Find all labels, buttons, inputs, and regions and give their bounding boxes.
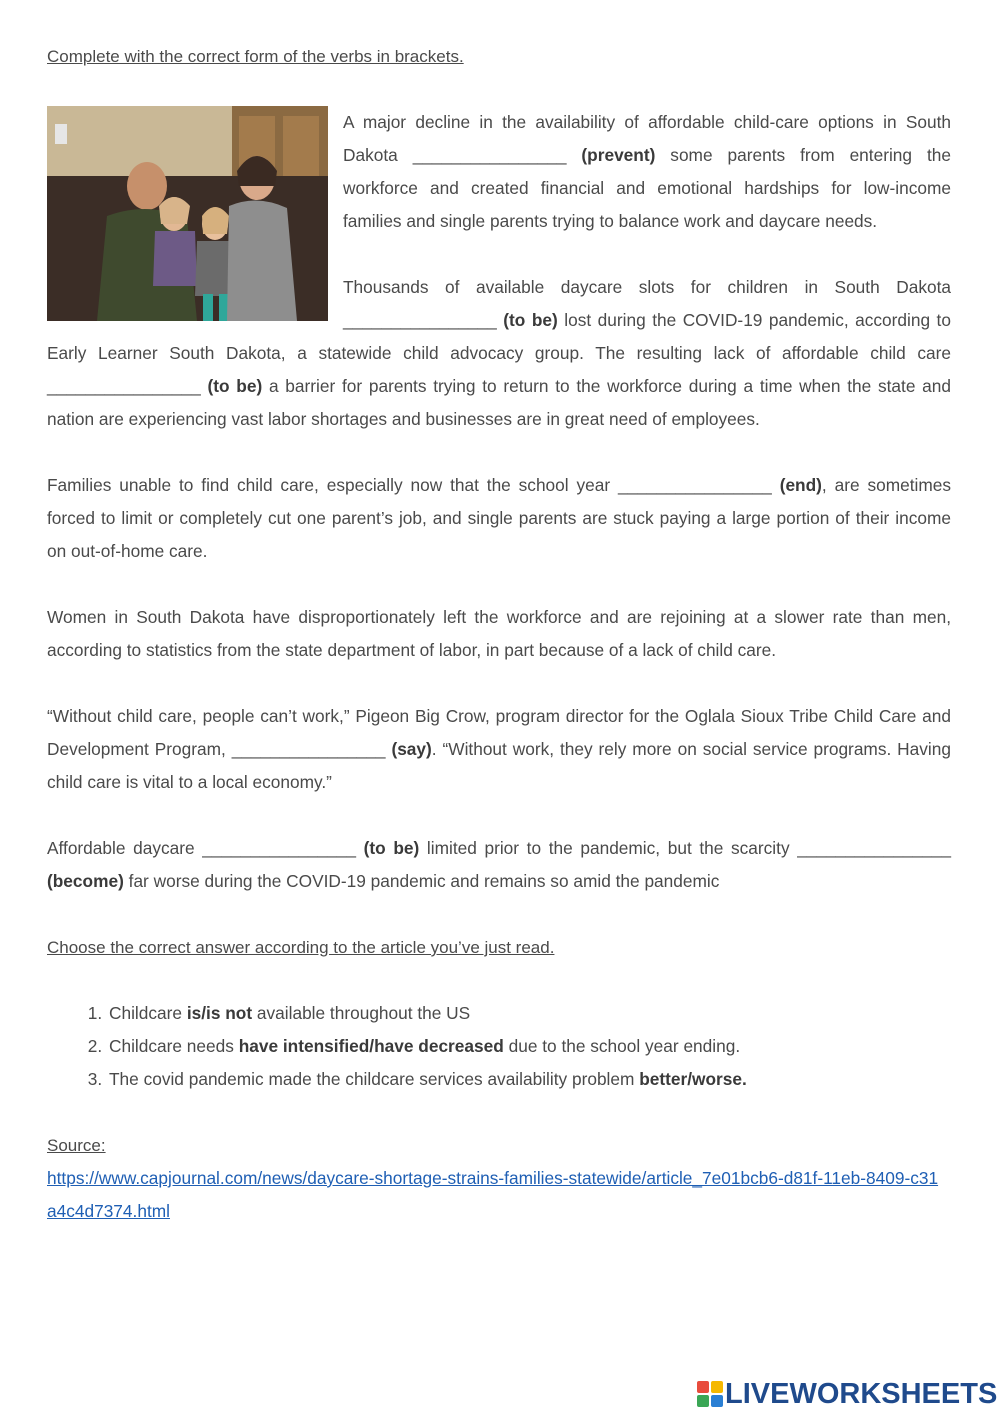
instructions-choose: Choose the correct answer according to the article you’ve just read. (47, 938, 555, 957)
verb-to-be-3: (to be) (363, 838, 420, 858)
paragraph-6-text-a: Affordable daycare (47, 838, 195, 858)
worksheet (47, 40, 951, 1228)
logo-text: LIVEWORKSHEETS (725, 1377, 998, 1410)
source-label: Source: (47, 1136, 106, 1155)
paragraph-5-text-b: . “Without work, they rely more on social service programs. Having child care is vital to a local economy.” (47, 739, 951, 792)
paragraph-2-text-c: a barrier for parents trying to return to the workforce during a time when the state and nation are experiencing vast labor shortages and businesses are in great need of employees. (47, 376, 951, 429)
spacer (47, 1096, 951, 1129)
paragraph-6-text-c: far worse during the COVID-19 pandemic and remains so amid the pandemic (128, 871, 720, 891)
question-item (107, 997, 951, 1030)
verb-say: (say) (391, 739, 432, 759)
verb-become: (become) (47, 871, 124, 891)
family-photo-illustration (47, 106, 328, 321)
verb-to-be-1: (to be) (503, 310, 558, 330)
question-text: due to the school year ending. (503, 1036, 741, 1056)
spacer (47, 799, 951, 832)
question-list (47, 997, 951, 1096)
paragraph-2-text-b: lost during the COVID-19 pandemic, according to Early Learner South Dakota, a statewide child advocacy group. The resulting lack of affordable child care (47, 310, 951, 363)
answer-choice[interactable]: better/worse. (639, 1069, 747, 1089)
paragraph-3-text-a: Families unable to find child care, especially now that the school year (47, 475, 611, 495)
verb-end: (end) (779, 475, 822, 495)
answer-blank-to-be-3[interactable]: ________________ (202, 838, 356, 858)
verb-prevent: (prevent) (581, 145, 656, 165)
answer-blank-to-be-2[interactable]: ________________ (47, 376, 201, 396)
answer-blank-say[interactable]: ________________ (231, 739, 386, 759)
question-text: Childcare needs (109, 1036, 239, 1056)
paragraph-6 (47, 832, 951, 898)
question-text: Childcare (109, 1003, 187, 1023)
paragraph-5 (47, 700, 951, 799)
question-text: available throughout the US (252, 1003, 471, 1023)
paragraph-2-text-a: Thousands of available daycare slots for children in South Dakota (343, 277, 951, 297)
answer-blank-become[interactable]: ________________ (797, 838, 952, 858)
verb-to-be-2: (to be) (207, 376, 263, 396)
answer-blank-prevent[interactable]: ________________ (412, 145, 567, 165)
answer-blank-to-be-1[interactable]: ________________ (343, 310, 497, 330)
question-item (107, 1030, 951, 1063)
liveworksheets-logo (697, 1378, 997, 1410)
paragraph-3 (47, 469, 951, 568)
spacer (47, 568, 951, 601)
paragraph-4: Women in South Dakota have disproportionately left the workforce and are rejoining at a slower rate than men, according to statistics from the state department of labor, in part because of a lack of child care. (47, 607, 951, 660)
instructions-fill-in: Complete with the correct form of the verbs in brackets. (47, 47, 464, 66)
source-link[interactable]: https://www.capjournal.com/news/daycare-shortage-strains-families-statewide/article_7e01bcb6-d81f-11eb-8409-c31a4c4d7374.html (47, 1168, 939, 1221)
spacer (47, 964, 951, 997)
paragraph-5-text-a: “Without child care, people can’t work,” Pigeon Big Crow, program director for the Oglala Sioux Tribe Child Care and Development Program, (47, 706, 951, 759)
answer-blank-end[interactable]: ________________ (618, 475, 772, 495)
family-photo (47, 106, 328, 321)
spacer (47, 73, 951, 106)
logo-mark-icon (697, 1381, 723, 1407)
spacer (47, 898, 951, 931)
question-item (107, 1063, 951, 1096)
paragraph-1-text-a: A major decline in the availability of affordable child-care options in South Dakota (343, 112, 951, 165)
paragraph-6-text-b: limited prior to the pandemic, but the scarcity (426, 838, 790, 858)
answer-choice[interactable]: have intensified/have decreased (238, 1036, 504, 1056)
answer-choice[interactable]: is/is not (186, 1003, 253, 1023)
paragraph-1-text-b: some parents from entering the workforce and created financial and emotional hardships for low-income families and single parents trying to balance work and daycare needs. (343, 145, 951, 231)
spacer (47, 667, 951, 700)
question-text: The covid pandemic made the childcare services availability problem (109, 1069, 640, 1089)
paragraph-3-text-b: , are sometimes forced to limit or completely cut one parent’s job, and single parents are stuck paying a large portion of their income on out-of-home care. (47, 475, 952, 561)
spacer (47, 436, 951, 469)
